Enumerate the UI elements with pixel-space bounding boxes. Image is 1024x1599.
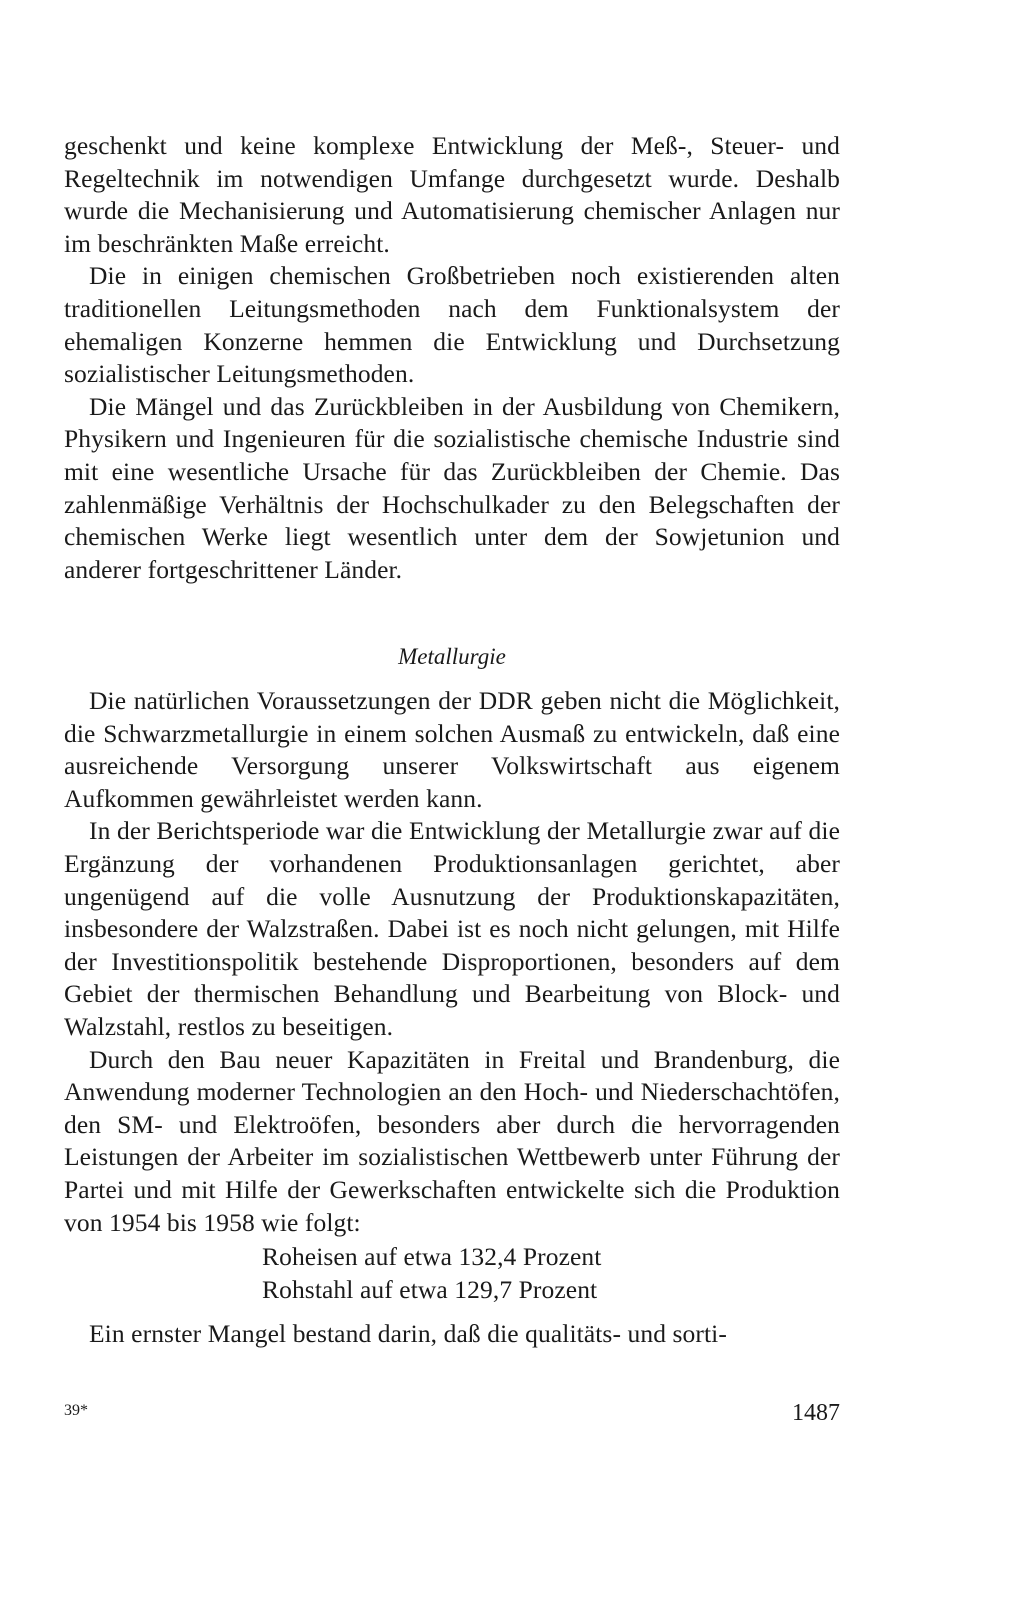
paragraph-chemistry-3: Die Mängel und das Zurückbleiben in der Ausbildung von Chemikern, Physikern und Ingenieuren für die sozialistische chemische Industrie sind mit eine wesentliche Ursache für das Zurückbleiben der Chemie. Das zahlenmäßige Verhältnis der Hochschulkader zu den Belegschaften der chemischen Werke liegt wesentlich unter dem der Sowjetunion und anderer fortgeschrittener Länder. — [64, 391, 840, 584]
page-number: 1487 — [792, 1400, 840, 1426]
production-line-rohstahl: Rohstahl auf etwa 129,7 Prozent — [262, 1274, 598, 1304]
production-line-roheisen: Roheisen auf etwa 132,4 Prozent — [262, 1242, 602, 1272]
paragraph-metallurgy-3: Durch den Bau neuer Kapazitäten in Freital und Brandenburg, die Anwendung moderner Technologien an den Hoch- und Niederschachtöfen, den SM- und Elektroöfen, besonders aber durch die hervorragenden Leistungen der Arbeiter im sozialistischen Wettbewerb unter Führung der Partei und mit Hilfe der Gewerkschaften entwickelte sich die Produktion von 1954 bis 1958 wie folgt: — [64, 1044, 840, 1237]
paragraph-metallurgy-2: In der Berichtsperiode war die Entwicklung der Metallurgie zwar auf die Ergänzung der vorhandenen Produktionsanlagen gerichtet, aber ungenügend auf die volle Ausnutzung der Produktionskapazitäten, insbesondere der Walzstraßen. Dabei ist es noch nicht gelungen, mit Hilfe der Investitionspolitik bestehende Disproportionen, besonders auf dem Gebiet der thermischen Behandlung und Bearbeitung von Block- und Walzstahl, restlos zu beseitigen. — [64, 816, 840, 1041]
paragraph-metallurgy-1: Die natürlichen Voraussetzungen der DDR geben nicht die Möglichkeit, die Schwarzmetallurgie in einem solchen Ausmaß zu entwickeln, daß eine ausreichende Versorgung unserer Volkswirtschaft aus eigenem Aufkommen gewährleistet werden kann. — [64, 686, 840, 813]
paragraph-chemistry-1: geschenkt und keine komplexe Entwicklung der Meß-, Steuer- und Regeltechnik im notwendigen Umfange durchgesetzt wurde. Deshalb wurde die Mechanisierung und Automatisierung chemischer Anlagen nur im beschränkten Maße erreicht. — [64, 131, 840, 258]
section-metallurgy-text — [64, 685, 840, 1351]
section-chemistry-text — [64, 130, 840, 586]
section-heading-metallurgie: Metallurgie — [398, 644, 506, 669]
production-figures — [64, 1241, 840, 1306]
paragraph-chemistry-2: Die in einigen chemischen Großbetrieben noch existierenden alten traditionellen Leitungsmethoden nach dem Funktionalsystem der ehemaligen Konzerne hemmen die Entwicklung und Durchsetzung sozialistischer Leitungsmethoden. — [64, 261, 840, 389]
printer-signature: 39* — [64, 1402, 88, 1419]
page-footer — [64, 1400, 840, 1440]
paragraph-metallurgy-4: Ein ernster Mangel bestand darin, daß die qualitäts- und sorti- — [89, 1319, 727, 1349]
